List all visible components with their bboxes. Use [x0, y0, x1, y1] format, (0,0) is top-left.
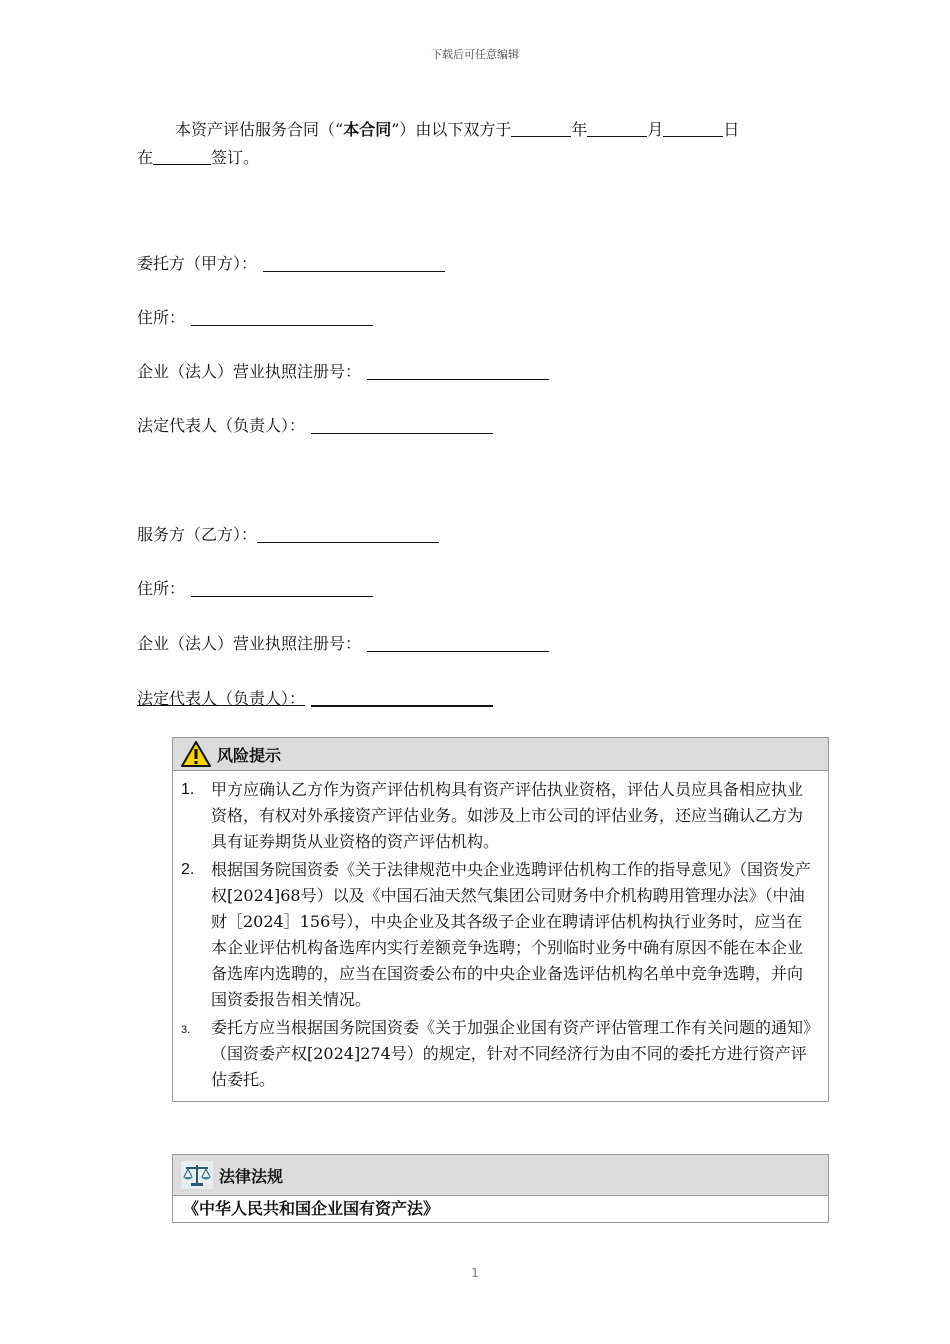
party-b-name-field[interactable]	[257, 524, 439, 543]
party-b-rep-field[interactable]	[311, 687, 493, 707]
party-b-address-label: 住所：	[137, 579, 186, 598]
party-a-title-row	[137, 253, 445, 275]
risk-item-text: 根据国务院国资委《关于法律规范中央企业选聘评估机构工作的指导意见》（国资发产权[2024]68号）以及《中国石油天然气集团公司财务中介机构聘用管理办法》（中油财［2024］156号），中央企业及其各级子企业在聘请评估机构执行业务时，应当在本企业评估机构备选库内实行差额竞争选聘；个别临时业务中确有原因不能在本企业备选库内选聘的，应当在国资委公布的中央企业备选评估机构名单中竞争选聘，并向国资委报告相关情况。	[211, 860, 812, 1009]
day-label: 日	[723, 120, 740, 139]
party-b-license-field[interactable]	[367, 633, 549, 652]
contract-intro	[137, 116, 827, 172]
party-a-rep-field[interactable]	[311, 415, 493, 434]
party-b-license-row	[137, 633, 549, 655]
party-a-address-label: 住所：	[137, 308, 186, 327]
sign-label: 签订。	[211, 148, 260, 167]
year-label: 年	[571, 120, 588, 139]
party-b-address-field[interactable]	[191, 578, 373, 597]
party-a-rep-label: 法定代表人（负责人）：	[137, 416, 306, 435]
page-number: 1	[471, 1266, 479, 1280]
law-header	[173, 1155, 828, 1196]
month-blank[interactable]	[587, 118, 647, 137]
risk-notice-box	[172, 737, 829, 1102]
place-label: 在	[137, 148, 154, 167]
risk-item-text: 委托方应当根据国务院国资委《关于加强企业国有资产评估管理工作有关问题的通知》（国资委产权[2024]274号）的规定，针对不同经济行为由不同的委托方进行资产评估委托。	[211, 1018, 812, 1089]
party-a-address-row	[137, 307, 373, 329]
risk-item	[181, 857, 818, 1013]
party-a-title: 委托方（甲方）：	[137, 254, 258, 273]
law-item: 《中华人民共和国企业国有资产法》	[183, 1199, 440, 1218]
risk-notice-title: 风险提示	[217, 745, 282, 765]
party-b-title: 服务方（乙方）：	[137, 525, 258, 544]
party-b-title-row	[137, 524, 439, 546]
party-a-name-field[interactable]	[263, 253, 445, 272]
risk-item-number: 3.	[181, 1024, 191, 1036]
risk-notice-header	[173, 738, 828, 771]
intro-text-2: ”）由以下双方于	[391, 120, 512, 139]
party-a-license-field[interactable]	[367, 361, 549, 380]
scales-icon	[181, 1161, 213, 1189]
risk-item-number: 1.	[181, 781, 195, 798]
risk-item	[181, 1015, 818, 1093]
intro-text-1: 本资产评估服务合同（“	[175, 120, 344, 139]
month-label: 月	[647, 120, 664, 139]
party-b-license-label: 企业（法人）营业执照注册号：	[137, 634, 362, 653]
party-b-address-row	[137, 578, 373, 600]
party-a-rep-row	[137, 415, 493, 437]
year-blank[interactable]	[511, 118, 571, 137]
party-b-rep-label: 法定代表人（负责人）：	[137, 689, 306, 708]
risk-item	[181, 777, 818, 855]
place-blank[interactable]	[153, 146, 211, 165]
party-a-license-row	[137, 361, 549, 383]
law-box	[172, 1154, 829, 1223]
page-header-note: 下载后可任意编辑	[431, 48, 519, 61]
intro-bold-term: 本合同	[343, 120, 392, 139]
party-a-address-field[interactable]	[191, 307, 373, 326]
risk-item-number: 2.	[181, 861, 195, 878]
party-b-rep-row	[137, 687, 493, 710]
risk-item-text: 甲方应确认乙方作为资产评估机构具有资产评估执业资格，评估人员应具备相应执业资格，有权对外承接资产评估业务。如涉及上市公司的评估业务，还应当确认乙方为具有证券期货从业资格的资产评估机构。	[211, 780, 804, 851]
warning-icon	[181, 741, 211, 767]
party-a-license-label: 企业（法人）营业执照注册号：	[137, 362, 362, 381]
day-blank[interactable]	[663, 118, 723, 137]
law-title: 法律法规	[219, 1166, 284, 1186]
risk-list	[173, 771, 828, 1101]
